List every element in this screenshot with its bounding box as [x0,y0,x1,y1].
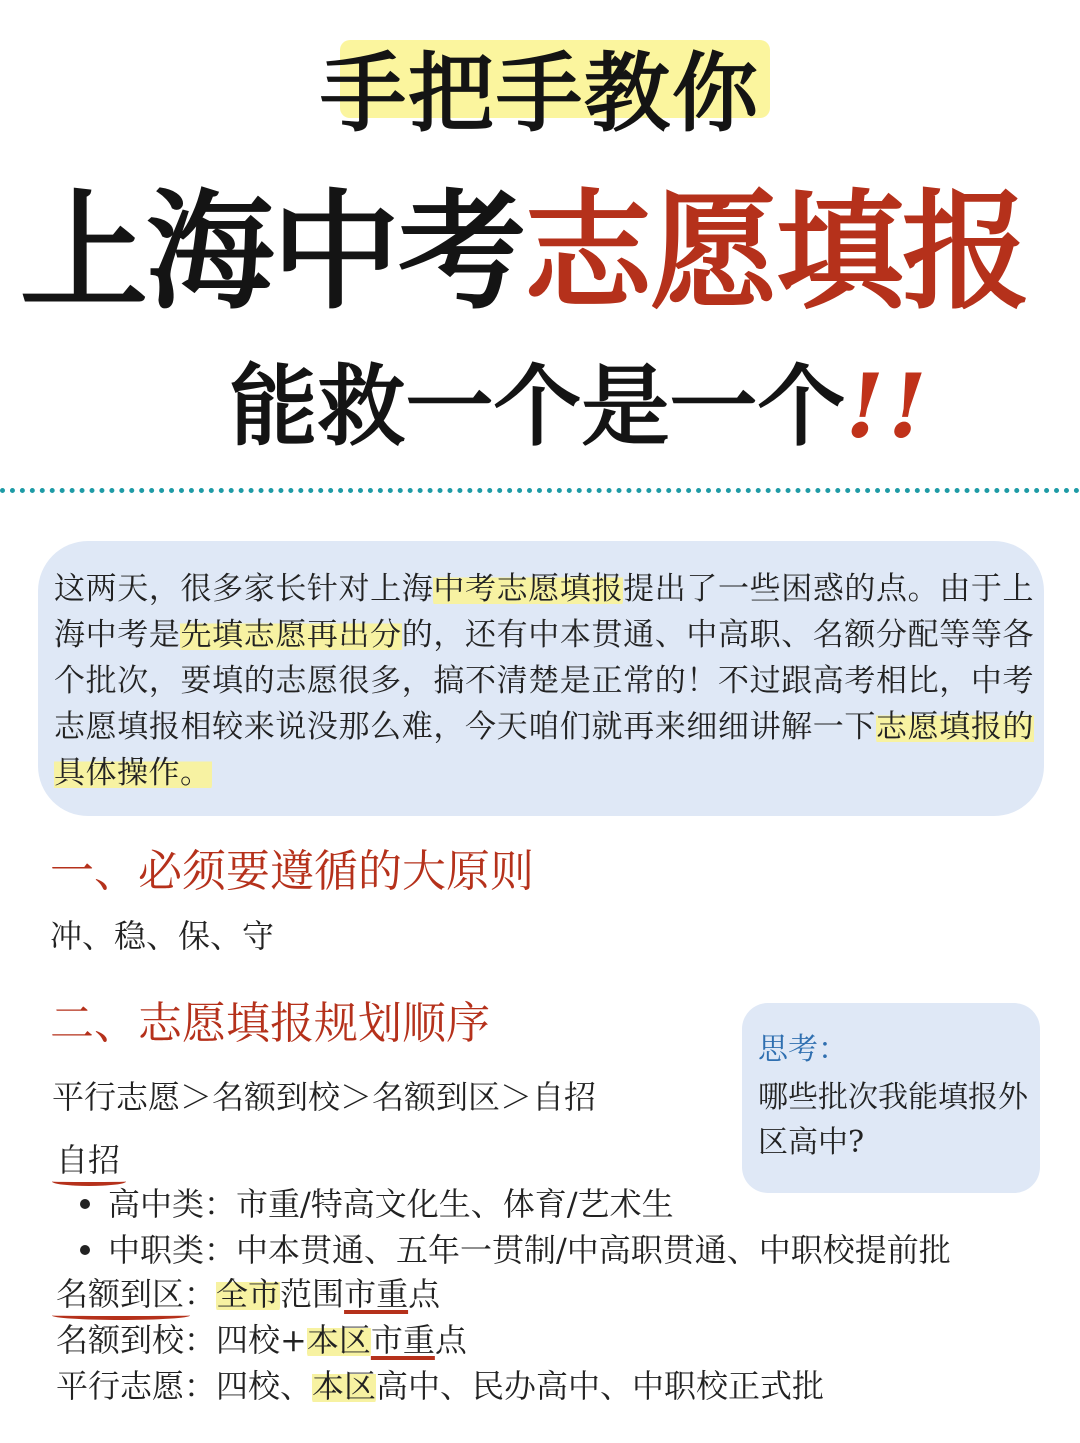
quota-school-underline: 市重 [370,1321,435,1359]
quota-district-mid: 范围 [280,1275,345,1313]
zizhao-label [56,1138,120,1182]
intro-text-3: 的，还有中本贯通、中高职、名额分配等等各个批次，要填的志愿很多，搞不清楚是正常的！不过跟高考相比，中考志愿填报相较来说没那么难，今天咱们就再来细细讲解一下 [54,617,1035,745]
quota-school-row [56,1318,467,1362]
zizhao-label-text: 自招 [56,1138,120,1182]
intro-highlight-2: 先填志愿再出分 [180,617,402,653]
parallel-end: 高中、民办高中、中职校正式批 [376,1367,825,1405]
quota-district-label: 名额到区 [56,1272,184,1316]
page-title-line3 [0,356,1080,457]
list-item-text: 高中类：市重/特高文化生、体育/艺术生 [108,1185,674,1223]
parallel-row [56,1364,824,1408]
parallel-prefix: 平行志愿：四校、 [56,1367,313,1405]
dotted-divider [0,488,1080,493]
quota-school-highlight: 本区 [306,1321,371,1359]
list-item [80,1228,951,1272]
quota-district-highlight: 全市 [216,1275,281,1313]
section2-order: 平行志愿＞名额到校＞名额到区＞自招 [52,1078,597,1116]
intro-highlight-3: 志愿填报的具体操作。 [54,709,1034,791]
quota-district-row [56,1272,440,1316]
title-main-black: 上海中考 [20,177,525,327]
quota-school-end: 点 [434,1321,467,1359]
section1-heading: 一、必须要遵循的大原则 [50,846,534,897]
page-title-main [20,177,1080,327]
quota-district-colon: ： [184,1275,217,1313]
intro-highlight-1: 中考志愿填报 [433,571,624,607]
quota-district-end: 点 [408,1275,441,1313]
bullet-icon [80,1245,90,1255]
section1-principles: 冲、稳、保、守 [50,917,275,955]
parallel-highlight: 本区 [312,1367,377,1405]
intro-text-2: 提出了一些困惑的点。由于上海中考是 [54,571,1035,653]
bullet-icon [80,1199,90,1209]
quota-school-prefix: 名额到校：四校+ [56,1321,307,1359]
page-title-line1: 手把手教你 [320,44,760,144]
intro-paragraph [54,566,1034,796]
think-question: 哪些批次我能填报外区高中? [758,1080,1028,1160]
list-item-text: 中职类：中本贯通、五年一贯制/中高职贯通、中职校提前批 [108,1231,951,1269]
title-exclamation: !! [845,354,931,458]
list-item [80,1182,674,1226]
title-main-red: 志愿填报 [524,177,1029,327]
section2-heading: 二、志愿填报规划顺序 [50,998,490,1049]
intro-text-1: 这两天，很多家长针对上海 [54,571,434,607]
think-label: 思考： [758,1032,848,1067]
quota-district-underline: 市重 [344,1275,409,1313]
title-line3-text: 能救一个是一个 [229,355,846,458]
